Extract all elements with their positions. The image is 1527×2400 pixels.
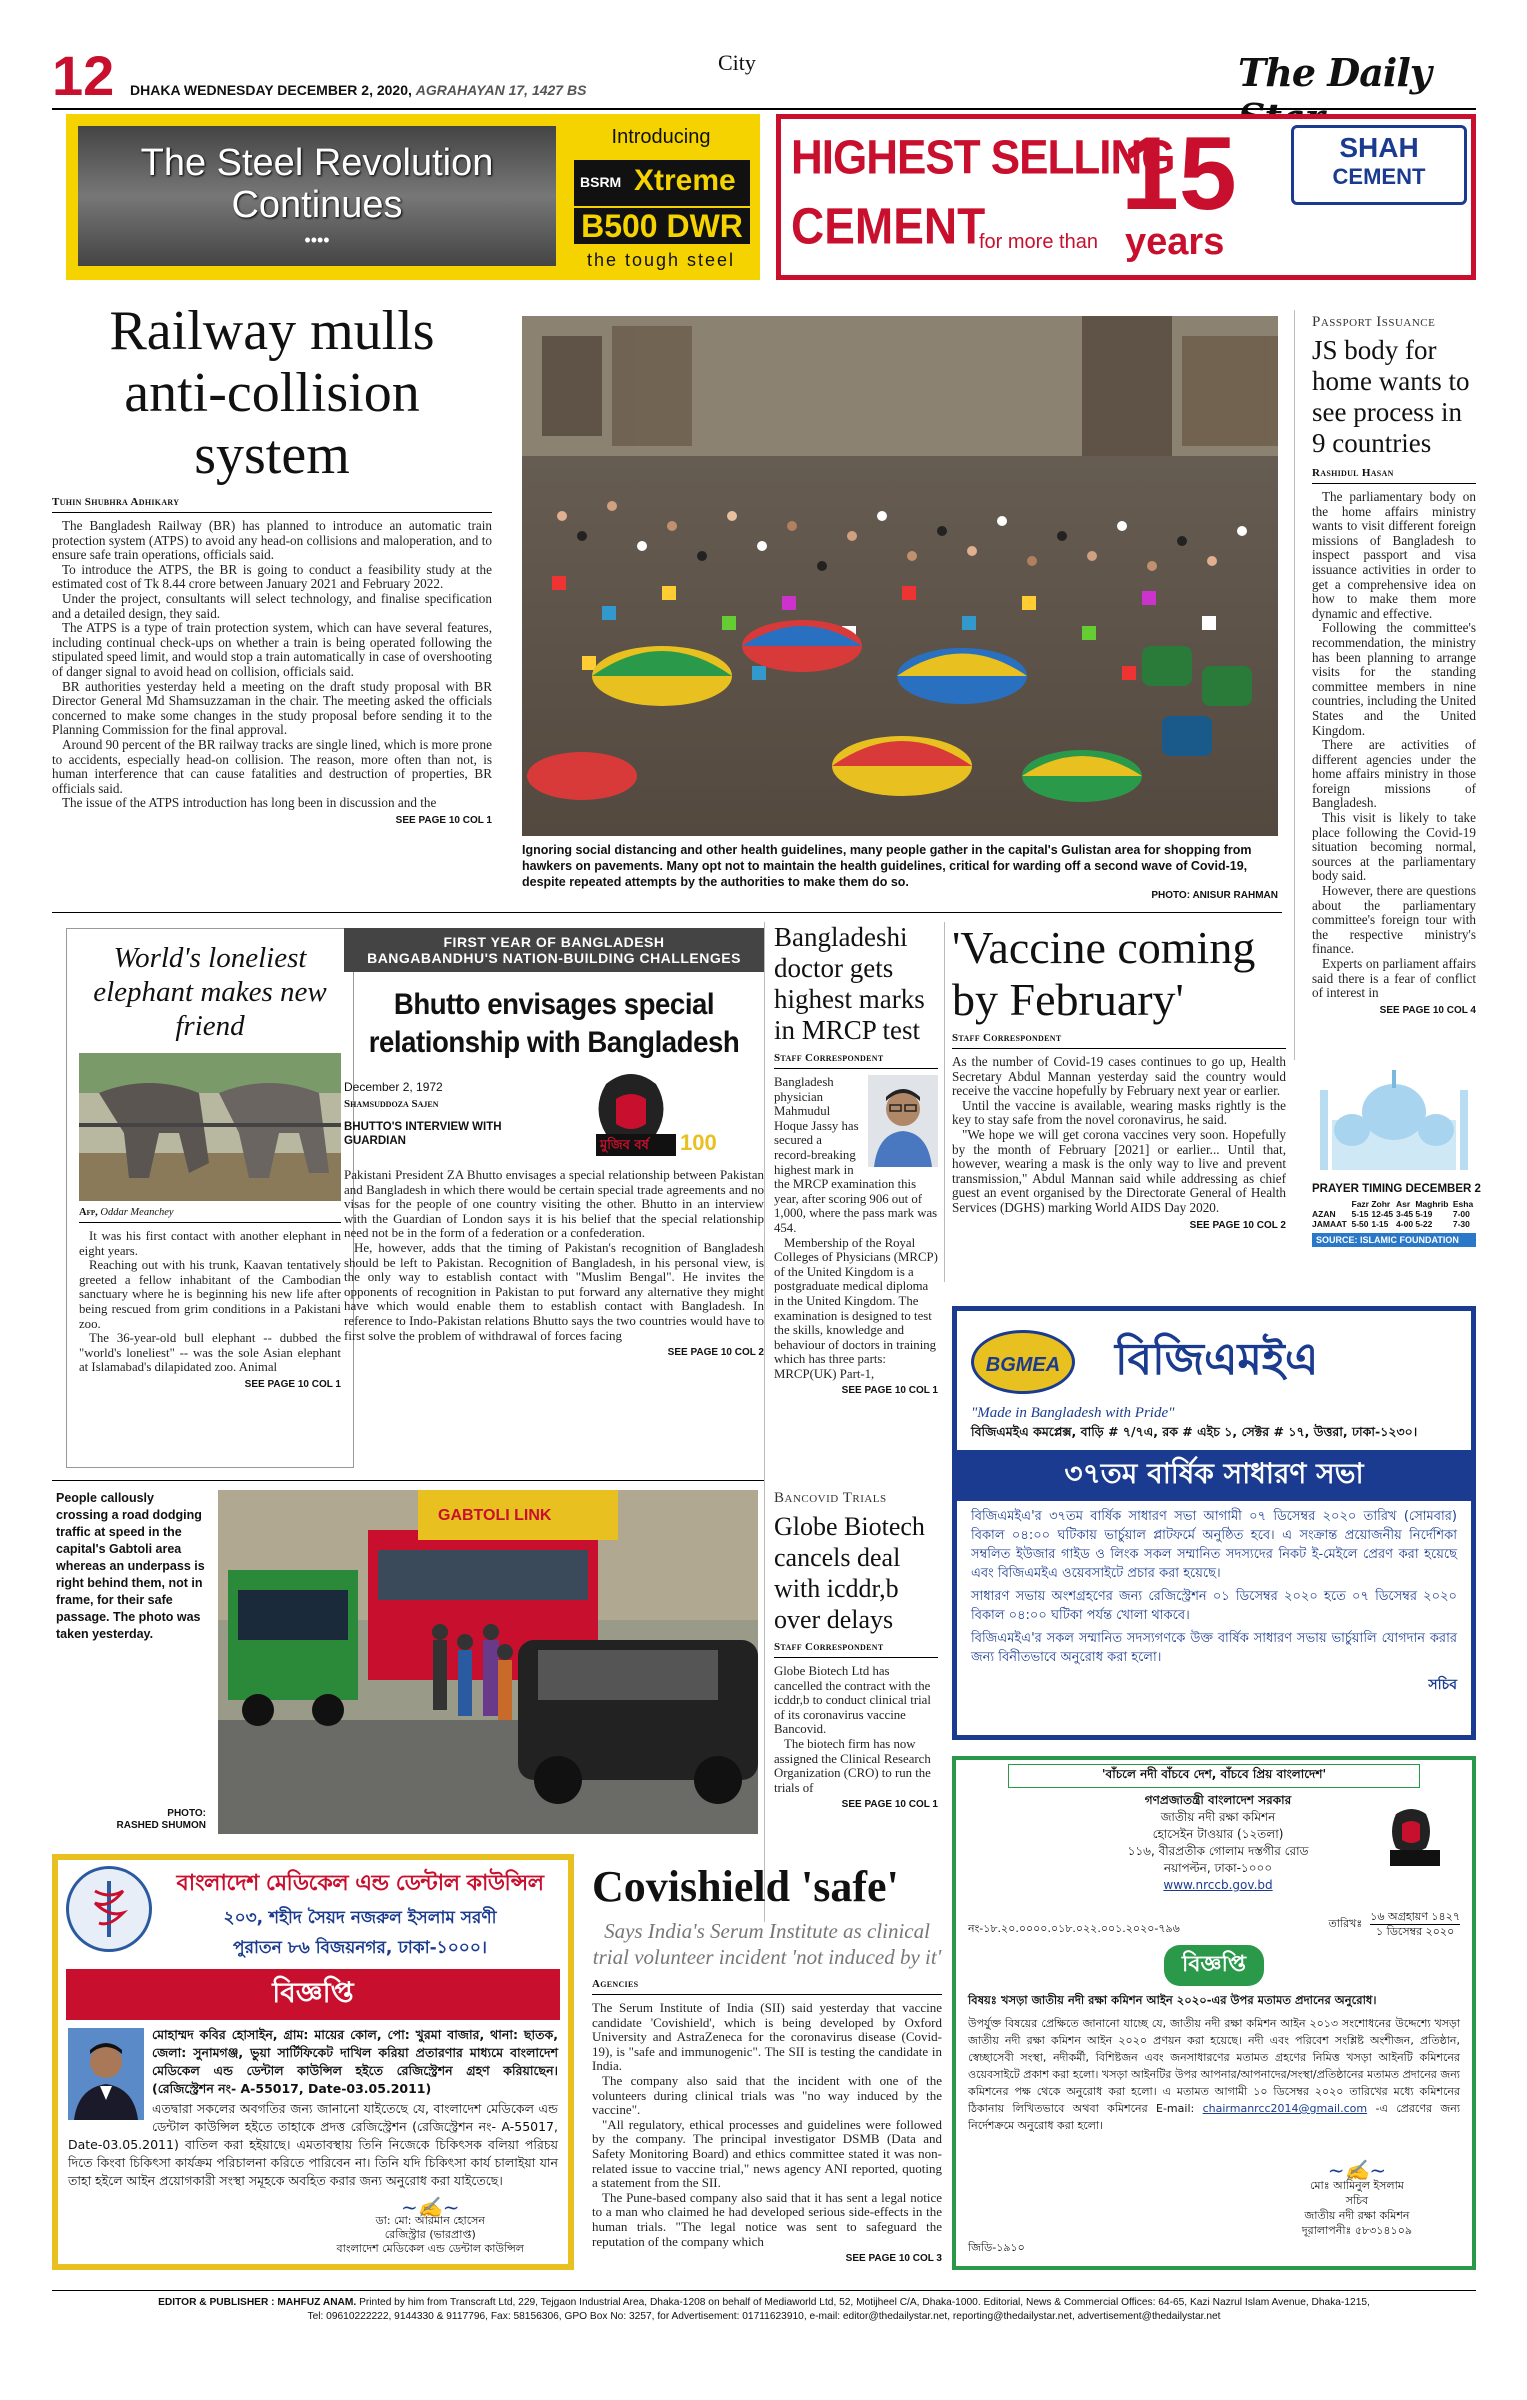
river-notice-wrap bbox=[968, 1945, 1460, 1986]
prayer-cell: 5-50 bbox=[1351, 1219, 1369, 1229]
bsrm-ad[interactable] bbox=[66, 114, 760, 280]
dental-title: বাংলাদেশ মেডিকেল এন্ড ডেন্টাল কাউন্সিল bbox=[176, 1871, 544, 1896]
prayer-timing-box bbox=[1312, 1060, 1481, 1280]
vaccine-see-page[interactable]: SEE PAGE 10 COL 2 bbox=[1189, 1219, 1286, 1231]
dental-sign3: বাংলাদেশ মেডিকেল এন্ড ডেন্টাল কাউন্সিল bbox=[336, 2242, 524, 2255]
river-body: উপর্যুক্ত বিষয়ের প্রেক্ষিতে জানানো যাচ্ছে যে, জাতীয় নদী রক্ষা কমিশন আইন ২০১৩ সংশোধনের উদ্দেশ্যে খসড়া জাতীয় নদী রক্ষা কমিশন আইন ২০২০ প্রণয়ন করা হয়েছে। নদী এবং পরিবেশ সংশ্লিষ্ট অংশীজন, প্রতিষ্ঠান, স্বেচ্ছাসেবী সংস্থা, নদীকর্মী, বিশিষ্টজন এবং জনসাধারণের মতামত গ্রহণের নিমিত্ত খসড়া আইনটি কমিশনের ওয়েবসাইটে প্রকাশ করা হলো। খসড়া আইনটির উপর আপনার/আপনাদের/সংস্থা/প্রতিষ্ঠানের মতামত প্রদানের জন্য কমিশনের পক্ষ থেকে অনুরোধ করা হলো। এ মতামত আগামী ১০ ডিসেম্বর ২০২০ তারিখের মধ্যে কমিশনের ঠিকানায় লিখিতভাবে অথবা কমিশনের E-mail: bbox=[968, 2017, 1460, 2115]
js-body-article bbox=[1312, 314, 1476, 1016]
railway-byline: Tuhin Shubhra Adhikary bbox=[52, 496, 492, 513]
elephant-byline bbox=[79, 1201, 341, 1223]
js-body-byline: Rashidul Hasan bbox=[1312, 467, 1476, 484]
doctor-para: Bangladesh physician Mahmudul Hoque Jassy has secured a record-breaking highest mark in the MRCP examination this year, after scoring 906 out of 1,000, where the pass mark was 454. bbox=[774, 1075, 938, 1235]
covishield-byline: Agencies bbox=[592, 1978, 942, 1995]
bgmea-tagline: "Made in Bangladesh with Pride" bbox=[971, 1405, 1175, 1421]
shah-cement-logo bbox=[1291, 125, 1467, 205]
bhutto-banner-line2: BANGABANDHU'S NATION-BUILDING CHALLENGES bbox=[367, 950, 741, 966]
prayer-cell: 1-15 bbox=[1371, 1219, 1389, 1229]
bsrm-product: Xtreme bbox=[634, 164, 736, 197]
river-gov: গণপ্রজাতন্ত্রী বাংলাদেশ সরকার bbox=[1144, 1793, 1292, 1807]
road-illustration bbox=[218, 1490, 758, 1834]
prayer-cell: 7-00 bbox=[1452, 1209, 1470, 1219]
river-tower: হোসেইন টাওয়ার (১২তলা) bbox=[1152, 1827, 1284, 1841]
river-commission: জাতীয় নদী রক্ষা কমিশন bbox=[1160, 1810, 1276, 1824]
dental-seal bbox=[66, 1866, 152, 1952]
dental-title-block bbox=[160, 1866, 560, 1963]
covishield-headline: Covishield 'safe' bbox=[592, 1862, 899, 1911]
prayer-header: Maghrib bbox=[1415, 1199, 1449, 1209]
river-street: ১১৬, বীরপ্রতীক গোলাম দস্তগীর রোড bbox=[1127, 1844, 1309, 1858]
doctor-portrait bbox=[868, 1075, 938, 1167]
river-date2: ১ ডিসেম্বর ২০২০ bbox=[1376, 1925, 1455, 1938]
river-body-block bbox=[968, 2015, 1460, 2134]
dental-council-ad[interactable] bbox=[52, 1854, 574, 2270]
railway-para: The issue of the ATPS introduction has long been in discussion and the bbox=[62, 795, 437, 811]
bsrm-brand: BSRM bbox=[580, 174, 622, 190]
bhutto-body bbox=[344, 1168, 764, 1343]
person-portrait bbox=[68, 2028, 144, 2120]
js-body-para: Following the committee's recommendation, the ministry has been planning to arrange visits for the standing committee members in nine countries, including the United States and the United Kingdom. bbox=[1312, 620, 1476, 738]
vaccine-body bbox=[952, 1055, 1286, 1216]
dental-sign2: রেজিস্ট্রার (ভারপ্রাপ্ত) bbox=[384, 2228, 476, 2241]
elephant-photo bbox=[79, 1053, 341, 1201]
globe-byline: Staff Correspondent bbox=[774, 1641, 938, 1658]
footer-line2: Tel: 09610222222, 9144330 & 9117796, Fax: 58156306, GPO Box No: 3257, for Advertisement: 01711623910, e-mail: editor@thedailystar.net, reporting@thedailystar.net, advertisement@thedailystar.net bbox=[307, 2311, 1221, 2322]
bgmea-banner: ৩৭তম বার্ষিক সাধারণ সভা bbox=[957, 1450, 1471, 1501]
elephant-see-page[interactable]: SEE PAGE 10 COL 1 bbox=[244, 1378, 341, 1390]
railway-body bbox=[52, 519, 492, 811]
globe-see-page[interactable]: SEE PAGE 10 COL 1 bbox=[841, 1799, 938, 1811]
footer-editor: EDITOR & PUBLISHER : MAHFUZ ANAM. bbox=[158, 2297, 357, 2308]
row-rule-1 bbox=[52, 912, 1282, 913]
elephant-byline-place: Oddar Meanchey bbox=[100, 1207, 174, 1218]
river-web[interactable]: www.nrccb.gov.bd bbox=[1163, 1878, 1273, 1892]
vaccine-para: Until the vaccine is available, wearing masks rightly is the key to stay safe from the novel coronavirus, he said. bbox=[952, 1097, 1286, 1128]
footer-rule bbox=[52, 2290, 1476, 2291]
js-body-see-page[interactable]: SEE PAGE 10 COL 4 bbox=[1379, 1004, 1476, 1016]
prayer-cell: AZAN bbox=[1312, 1209, 1336, 1219]
river-slogan: 'বাঁচলে নদী বাঁচবে দেশ, বাঁচবে প্রিয় বাংলাদেশ' bbox=[1008, 1764, 1420, 1788]
vaccine-byline: Staff Correspondent bbox=[952, 1032, 1286, 1049]
river-signer-org: জাতীয় নদী রক্ষা কমিশন bbox=[1304, 2209, 1410, 2222]
vaccine-para: As the number of Covid-19 cases continues to go up, Health Secretary Abdul Mannan yesterday said the country would receive the vaccine hopefully by February next year or earlier. bbox=[952, 1054, 1286, 1099]
river-header bbox=[968, 1792, 1460, 1910]
river-date-label: তারিখঃ bbox=[1328, 1917, 1363, 1930]
mujib-borsho-text: মুজিব বর্ষ bbox=[600, 1138, 649, 1153]
bus-sign-text: GABTOLI LINK bbox=[438, 1507, 552, 1524]
river-body-end: -এ প্রেরণের জন্য নির্দেশক্রমে অনুরোধ করা হলো। bbox=[968, 2102, 1461, 2132]
js-body-headline: JS body for home wants to see process in 9 countries bbox=[1312, 335, 1470, 458]
bgmea-header bbox=[971, 1321, 1457, 1403]
dental-address1: ২০৩, শহীদ সৈয়দ নজরুল ইসলাম সরণী bbox=[223, 1908, 497, 1928]
shah-cement-ad[interactable] bbox=[776, 114, 1476, 280]
prayer-header: Asr bbox=[1396, 1199, 1411, 1209]
bhutto-headline: Bhutto envisages special relationship with Bangladesh bbox=[368, 988, 740, 1059]
covishield-para: "All regulatory, ethical processes and guidelines were followed by the company. The principal investigator DSMB (Data and Safety Monitoring Board) and ethics committee stated it was non-related issue to vaccine trial," news agency ANI reported, quoting a statement from the SII. bbox=[592, 2116, 942, 2191]
road-photo-credit bbox=[56, 1808, 206, 1832]
js-body-para: The parliamentary body on the home affairs ministry wants to visit different foreign missions of Bangladesh to inspect passport and visa issuance activities in order to get a comprehensive idea on how to make them more dynamic and effective. bbox=[1312, 489, 1476, 621]
river-mujib-logo bbox=[1382, 1806, 1446, 1870]
prayer-cell: 7-30 bbox=[1452, 1219, 1470, 1229]
bsrm-tagline-panel bbox=[78, 126, 556, 266]
covishield-see-page[interactable]: SEE PAGE 10 COL 3 bbox=[845, 2253, 942, 2265]
doctor-para: Membership of the Royal Colleges of Physicians (MRCP) of the United Kingdom is a postgraduate medical diploma in the United Kingdom. The examination is designed to test the skills, knowledge and behaviour of doctors in training which has three parts: MRCP(UK) Part-1, bbox=[774, 1235, 938, 1381]
bgmea-ad[interactable] bbox=[952, 1306, 1476, 1740]
elephant-para: It was his first contact with another elephant in eight years. bbox=[79, 1229, 341, 1258]
globe-para: Globe Biotech Ltd has cancelled the contract with the icddr,b to conduct clinical trial of its coronavirus vaccine Bancovid. bbox=[774, 1664, 931, 1737]
dental-text1: মোহাম্মদ কবির হোসাইন, গ্রাম: মায়ের কোল, পো: খুরমা বাজার, থানা: ছাতক, জেলা: সুনামগঞ্জ, ভুয়া সার্টিফিকেট দাখিল করিয়া প্রতারণার মাধ্যমে বাংলাদেশ মেডিকেল এন্ড ডেন্টাল কাউন্সিল হইতে রেজিস্ট্রেশন গ্রহণ করিয়াছেন। (রেজিস্ট্রেশন নং- A-55017, Date-03.05.2011) bbox=[152, 2027, 558, 2096]
dental-header bbox=[58, 1860, 568, 1963]
doctor-article bbox=[774, 922, 938, 1396]
bsrm-introducing: Introducing bbox=[611, 126, 711, 148]
bsrm-dots: •••• bbox=[304, 230, 330, 250]
bgmea-logo: BGMEA bbox=[971, 1330, 1075, 1394]
bgmea-address: বিজিএমইএ কমপ্লেক্স, বাড়ি # ৭/৭এ, রক # এইচ ১, সেক্টর # ১৭, উত্তরা, ঢাকা-১২৩০। bbox=[971, 1424, 1418, 1439]
col-rule-vaccine bbox=[944, 922, 945, 1282]
covishield-para: The Serum Institute of India (SII) said yesterday that vaccine candidate 'Covishield', which is being developed by Oxford University and AstraZeneca for the coronavirus disease (Covid-19), is "safe and immunogenic". The SII is testing the candidate in India. bbox=[592, 2000, 942, 2074]
doctor-photo bbox=[868, 1075, 938, 1167]
globe-body bbox=[774, 1664, 938, 1795]
bgmea-title: বিজিএমইএ bbox=[1115, 1333, 1319, 1385]
bhutto-subhead: BHUTTO'S INTERVIEW WITH GUARDIAN bbox=[344, 1121, 502, 1147]
railway-para: The ATPS is a type of train protection system, which can have several features, including continual check-ups on whether a train is being operated following the stipulated speed limit, and would stop a train automatically in case of overshooting of danger signal to avoid head on collision, officials said. bbox=[52, 620, 492, 679]
dental-address2: পুরাতন ৮৬ বিজয়নগর, ঢাকা-১০০০। bbox=[233, 1938, 487, 1958]
mujib-borsho-logo bbox=[576, 1064, 726, 1170]
masthead-rule bbox=[52, 108, 1476, 110]
railway-headline: Railway mulls anti-collision system bbox=[109, 300, 435, 486]
shah-brand-name: SHAH bbox=[1339, 132, 1419, 163]
bgmea-sign: সচিব bbox=[1428, 1677, 1457, 1693]
bsrm-tagline: The Steel Revolution Continues bbox=[140, 142, 494, 226]
river-notice: বিজ্ঞপ্তি bbox=[1164, 1945, 1264, 1986]
river-date1: ১৬ অগ্রহায়ণ ১৪২৭ bbox=[1370, 1910, 1460, 1923]
road-photo-credit-name: RASHED SHUMON bbox=[116, 1820, 206, 1831]
bhutto-para: Pakistani President ZA Bhutto envisages a special relationship between Pakistan and Bangladesh in which there would be certain special trade agreements and no visas for the people of one country visiting the other. Bhutto in an interview with the Guardian of London says it is his belief that the special relationship need not be in the form of a federation or a confederation. bbox=[344, 1167, 764, 1241]
elephant-box bbox=[66, 928, 354, 1468]
daily-star-logo: The Daily bbox=[1238, 50, 1431, 95]
caduceus-icon bbox=[69, 1869, 149, 1949]
vaccine-para: "We hope we will get corona vaccines very soon. Hopefully by the month of February [2021] or earlier... Until that, however, wearing a mask is the only way to live and prevent transmission," Abdul Mannan said while addressing as chief guest an event organised by the Directorate General of Health Services (DGHS) marking World AIDS Day 2020. bbox=[952, 1126, 1286, 1215]
elephant-body bbox=[79, 1229, 341, 1375]
bhutto-see-page[interactable]: SEE PAGE 10 COL 2 bbox=[667, 1347, 764, 1359]
dental-signature-block bbox=[336, 2195, 524, 2256]
dental-body bbox=[58, 2026, 568, 2190]
js-body-para: This visit is likely to take place following the Covid-19 situation becoming normal, sources at the parliamentary body said. bbox=[1312, 810, 1476, 884]
river-dates bbox=[1370, 1910, 1460, 1939]
elephant-para: The 36-year-old bull elephant -- dubbed the "world's loneliest" -- was the sole Asian elephant at Islamabad's dilapidated zoo. Animal bbox=[79, 1331, 341, 1375]
railway-see-page[interactable]: SEE PAGE 10 COL 1 bbox=[395, 814, 492, 826]
doctor-byline: Staff Correspondent bbox=[774, 1052, 938, 1069]
railway-article bbox=[52, 300, 492, 826]
mujib-small-icon bbox=[1382, 1806, 1446, 1870]
covishield-para: The company also said that the incident with one of the volunteers during clinical trials was "no way induced by the vaccine". bbox=[592, 2072, 942, 2118]
bhutto-banner bbox=[344, 928, 764, 972]
prayer-header bbox=[1312, 1199, 1352, 1209]
bsrm-logo bbox=[574, 160, 750, 206]
elephant-byline-agency: Afp, bbox=[79, 1207, 98, 1218]
bhutto-banner-line1: FIRST YEAR OF BANGLADESH bbox=[443, 934, 665, 950]
bgmea-para3: বিজিএমইএ'র সকল সম্মানিত সদস্যগণকে উক্ত বার্ষিক সাধারণ সভায় ভার্চুয়ালি যোগদান করার জন্য বিনীতভাবে অনুরোধ করা হলো। bbox=[971, 1631, 1457, 1665]
river-signer: মোঃ আমিনুল ইসলাম bbox=[1309, 2179, 1404, 2192]
shah-highest-selling: HIGHEST SELLING bbox=[791, 130, 1175, 185]
doctor-body bbox=[774, 1075, 938, 1381]
covishield-article bbox=[592, 1862, 942, 2264]
prayer-cell: 5-15 bbox=[1351, 1209, 1369, 1219]
prayer-cell: 4-00 bbox=[1396, 1219, 1414, 1229]
prayer-cell: 3-45 bbox=[1396, 1209, 1414, 1219]
river-ref: জিডি-১৯১০ bbox=[968, 2241, 1025, 2254]
shah-for-more-than: for more than bbox=[979, 231, 1098, 253]
js-body-para: Experts on parliament affairs said there is a fear of conflict of interest in bbox=[1312, 956, 1476, 1001]
dateline-bengali-date: AGRAHAYAN 17, 1427 BS bbox=[415, 82, 587, 98]
mujib-borsho-num: 100 bbox=[680, 1130, 717, 1155]
main-photo-credit: PHOTO: ANISUR RAHMAN bbox=[1151, 890, 1278, 901]
bgmea-para1: বিজিএমইএ'র ৩৭তম বার্ষিক সাধারণ সভা আগামী ০৭ ডিসেম্বর ২০২০ তারিখ (সোমবার) বিকাল ০৪:০০ ঘটিকায় ভার্চুয়াল প্লাটফর্মে অনুষ্ঠিত হবে। এ সংক্রান্ত প্রয়োজনীয় নির্দেশিকা সম্বলিত ইউজার গাইড ও লিংক সকল সম্মানিত সদস্যদের নিকট ই-মেইলে প্রেরণ করা হয়েছে এবং বিজিএমইএ ওয়েবসাইটে প্রচার করা হয়েছে। bbox=[971, 1509, 1457, 1581]
dental-text2: এতদ্বারা সকলের অবগতির জন্য জানানো যাইতেছে যে, বাংলাদেশ মেডিকেল এন্ড ডেন্টাল কাউন্সিল হইতে তাহাকে প্রদত্ত রেজিস্ট্রেশন (রেজিস্ট্রেশন নং- A-55017, Date-03.05.2011) বাতিল করা হইয়াছে। এমতাবস্থায় তিনি নিজেকে চিকিৎসক বলিয়া পরিচয় দিতে কিংবা চিকিৎসা কার্যক্রম পরিচালনা করিতে পারিবেন না। তিনি যদি চিকিৎসা কার্য চালাইয়া যান তাহা হইলে আইন প্রয়োগকারী সংস্থা সমূহকে অবহিত করার জন্য অনুরোধ করা যাইতেছে। bbox=[68, 2101, 558, 2188]
dental-signature-icon: ~✍~ bbox=[401, 2195, 460, 2219]
prayer-table bbox=[1312, 1199, 1476, 1229]
prayer-source: SOURCE: ISLAMIC FOUNDATION bbox=[1312, 1233, 1476, 1247]
main-photo-caption: Ignoring social distancing and other health guidelines, many people gather in the capital's Gulistan area for shopping from hawkers on pavements. Many opt not to maintain the health guidelines, critical for warding off a second wave of Covid-19, despite repeated attempts by the authorities to make them do so. bbox=[522, 843, 1252, 889]
shah-years: years bbox=[1125, 221, 1225, 263]
elephant-illustration bbox=[79, 1053, 341, 1201]
road-photo-caption: People callously crossing a road dodging traffic at speed in the capital's Gabtoli area whereas an underpass is right behind them, not in frame, for their safe passage. The photo was taken yesterday. bbox=[56, 1491, 205, 1641]
footer-line1 bbox=[52, 2296, 1476, 2310]
globe-article bbox=[774, 1490, 938, 1810]
covishield-para: The Pune-based company also said that it has sent a legal notice to a man who claimed he had developed serious side-effects in the human trials. "The legal notice was sent to safeguard the reputation of the company which bbox=[592, 2189, 942, 2249]
crowd-illustration bbox=[522, 316, 1278, 836]
river-signer-title: সচিব bbox=[1345, 2194, 1369, 2207]
river-memo-row bbox=[968, 1910, 1460, 1939]
js-body-para: There are activities of different agencies under the home affairs ministry in those foreign missions of Bangladesh. bbox=[1312, 737, 1476, 811]
shah-number: 15 bbox=[1121, 116, 1237, 232]
col-rule-right bbox=[1294, 310, 1295, 1060]
bgmea-para2: সাধারণ সভায় অংশগ্রহণের জন্য রেজিস্ট্রেশন ০১ ডিসেম্বর ২০২০ হতে ০৭ ডিসেম্বর ২০২০ বিকাল ০৪:০০ ঘটিকা পর্যন্ত খোলা থাকবে। bbox=[971, 1589, 1457, 1623]
bhutto-byline: Shamsuddoza Sajen bbox=[344, 1098, 439, 1110]
globe-para: The biotech firm has now assigned the Clinical Research Organization (CRO) to run the trials of bbox=[774, 1736, 931, 1795]
js-body-kicker: Passport Issuance bbox=[1312, 314, 1436, 330]
prayer-header: Zohr bbox=[1371, 1199, 1391, 1209]
river-subject: বিষয়ঃ খসড়া জাতীয় নদী রক্ষা কমিশন আইন ২০২০-এর উপর মতামত প্রদানের অনুরোধ। bbox=[968, 1993, 1377, 2007]
prayer-header: Fazr bbox=[1351, 1199, 1369, 1209]
footer-imprint bbox=[52, 2296, 1476, 2324]
river-city: নয়াপল্টন, ঢাকা-১০০০ bbox=[1163, 1861, 1273, 1875]
railway-para: Under the project, consultants will select technology, and finalise specification and a detailed design, they said. bbox=[52, 590, 492, 621]
railway-para: Around 90 percent of the BR railway tracks are single lined, which is more prone to accidents, especially head-on collision. The reason, more often than not, is human interference that can cause fatalities and destruction of properties, BR officials said. bbox=[52, 736, 492, 796]
bsrm-grade: B500 DWR bbox=[574, 208, 750, 244]
prayer-cell: 12-45 bbox=[1371, 1209, 1394, 1219]
col-rule-mid bbox=[764, 922, 765, 1922]
prayer-header-row bbox=[1312, 1199, 1476, 1209]
road-photo-credit-label: PHOTO: bbox=[167, 1808, 206, 1819]
covishield-subhead: Says India's Serum Institute as clinical trial volunteer incident 'not induced by it' bbox=[592, 1919, 942, 1969]
river-phone: দূরালাপনীঃ ৫৮৩১৪১০৯ bbox=[1301, 2224, 1412, 2237]
dental-notice: বিজ্ঞপ্তি bbox=[66, 1969, 560, 2020]
shah-cement-word: CEMENT bbox=[791, 197, 986, 255]
dental-sign1: ডা: মো: আরমান হোসেন bbox=[375, 2214, 485, 2227]
river-commission-ad[interactable] bbox=[952, 1756, 1476, 2270]
bhutto-date: December 2, 1972 bbox=[344, 1080, 443, 1094]
prayer-cell: JAMAAT bbox=[1312, 1219, 1347, 1229]
doctor-see-page[interactable]: SEE PAGE 10 COL 1 bbox=[841, 1385, 938, 1397]
railway-para: BR authorities yesterday held a meeting on the draft study proposal with BR Director General Md Shamsuzzaman in the chair. The meeting asked the officials concerned to make some changes in the study proposal before sending it to the Planning Commission for the final approval. bbox=[52, 678, 492, 738]
dateline-date: DHAKA WEDNESDAY DECEMBER 2, 2020, bbox=[130, 82, 412, 98]
page-number: 12 bbox=[52, 44, 115, 107]
doctor-headline: Bangladeshi doctor gets highest marks in MRCP test bbox=[774, 922, 925, 1045]
prayer-title: PRAYER TIMING DECEMBER 2 bbox=[1312, 1183, 1481, 1195]
footer-address: Printed by him from Transcraft Ltd, 229, Tejgaon Industrial Area, Dhaka-1208 on behalf of Mediaworld Ltd, 52, Motijheel C/A, Dhaka-1000. Editorial, News & Commercial Offices: 64-65, Kazi Nazrul Islam Avenue, Dhaka-1215, bbox=[359, 2297, 1370, 2308]
river-signature-icon: ~✍~ bbox=[1327, 2158, 1387, 2182]
river-signature-block bbox=[1301, 2158, 1412, 2238]
prayer-row bbox=[1312, 1219, 1476, 1229]
prayer-cell: 5-22 bbox=[1415, 1219, 1433, 1229]
dateline bbox=[130, 82, 586, 98]
gulistan-crowd-photo bbox=[522, 316, 1278, 836]
dental-person-photo bbox=[68, 2028, 144, 2120]
section-name: City bbox=[718, 50, 756, 75]
railway-para: The Bangladesh Railway (BR) has planned to introduce an automatic train protection system (ATPS) to avoid any head-on collisions and maloperation, and to ensure safe train operations, officials said. bbox=[52, 518, 492, 563]
bhutto-para: He, however, adds that the timing of Pakistan's recognition of Bangladesh should be left to Pakistan. Recognition of Bangladesh, in his personal view, is the only way to establish contact with "Muslim Bengal". He invites the opponents of recognition in Pakistan to put forward any alternative they might have which would enable them to establish contact with Bangladesh. In reference to Indo-Pakistan relations Bhutto says the two countries would have to first solve the problem of withdrawal of forces facing bbox=[344, 1239, 764, 1343]
river-email[interactable]: chairmanrcc2014@gmail.com bbox=[1202, 2102, 1368, 2115]
globe-headline: Globe Biotech cancels deal with icddr,b over delays bbox=[774, 1512, 925, 1634]
mosque-icon bbox=[1312, 1060, 1476, 1170]
railway-para: To introduce the ATPS, the BR is going to conduct a feasibility study at the estimated cost of Tk 8.44 crore between January 2021 and February 2022. bbox=[52, 561, 492, 592]
shah-brand-cement: CEMENT bbox=[1332, 164, 1426, 189]
js-body-text bbox=[1312, 490, 1476, 1001]
river-memo: নং-১৮.২০.০০০০.০১৮.০২২.০০১.২০২০-৭৯৬ bbox=[968, 1922, 1180, 1935]
elephant-headline: World's loneliest elephant makes new friend bbox=[93, 942, 327, 1042]
vaccine-article bbox=[952, 922, 1286, 1231]
row-rule-2 bbox=[52, 1480, 764, 1481]
js-body-para: However, there are questions about the parliamentary committee's foreign tour with the respective ministry's finance. bbox=[1312, 883, 1476, 957]
covishield-body bbox=[592, 2001, 942, 2249]
river-date-block bbox=[1329, 1910, 1460, 1939]
elephant-para: Reaching out with his trunk, Kaavan tentatively greeted a fellow inhabitant of the Cambodian sanctuary where he is beginning his new life after being rescued from grim conditions in a Pakistani zoo. bbox=[79, 1258, 341, 1331]
gabtoli-road-photo bbox=[218, 1490, 758, 1834]
globe-kicker: Bancovid Trials bbox=[774, 1490, 887, 1506]
bsrm-slogan: the tough steel bbox=[586, 250, 736, 270]
prayer-cell: 5-19 bbox=[1415, 1209, 1433, 1219]
bhutto-box bbox=[344, 928, 764, 1448]
prayer-row bbox=[1312, 1209, 1476, 1219]
vaccine-headline: 'Vaccine coming by February' bbox=[952, 922, 1256, 1025]
prayer-header: Esha bbox=[1452, 1199, 1474, 1209]
bhutto-meta bbox=[344, 1072, 764, 1168]
